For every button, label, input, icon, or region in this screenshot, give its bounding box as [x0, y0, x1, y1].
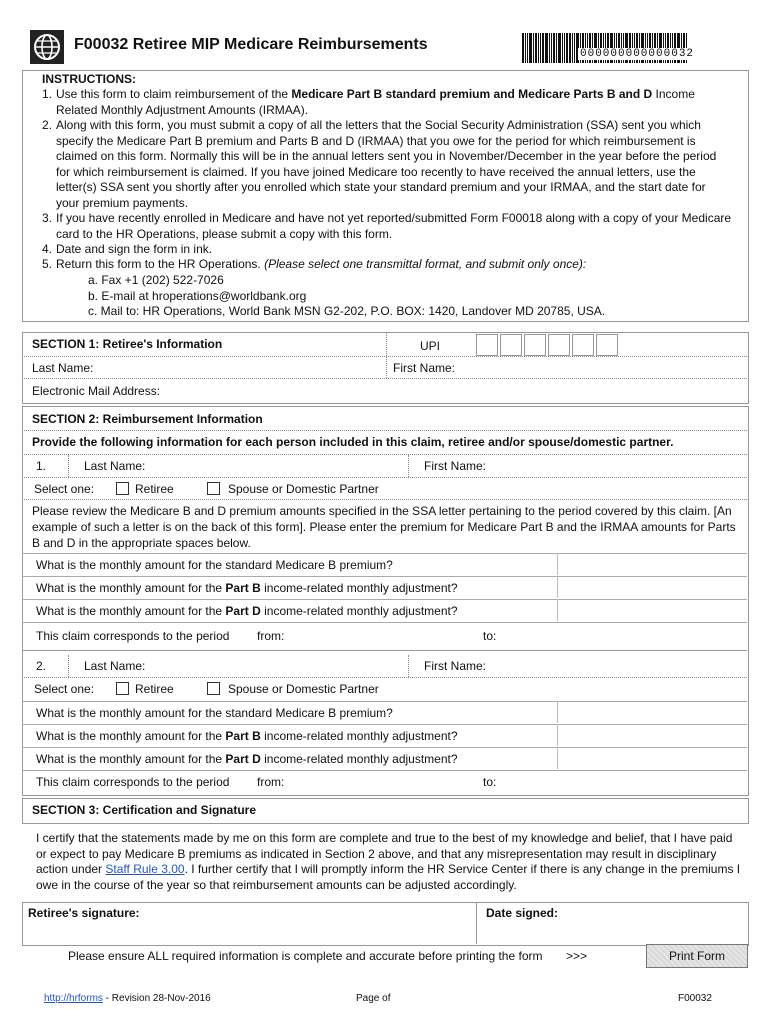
instruction-text: If you have recently enrolled in Medicare and have not yet reported/submitted Form F00018 along with a copy of your Medicare card to the HR Operations, please submit a copy with this form. — [56, 211, 732, 241]
spouse-checkbox[interactable] — [207, 482, 220, 495]
first-name-label: First Name: — [424, 659, 487, 673]
divider — [22, 378, 747, 379]
person1-last-name-field[interactable] — [150, 455, 405, 475]
divider — [68, 655, 69, 677]
transmittal-mail: c. Mail to: HR Operations, World Bank MSN G2-202, P.O. BOX: 1420, Landover MD 20785, USA. — [88, 304, 606, 318]
question-text: What is the monthly amount for the — [36, 581, 226, 595]
divider — [408, 655, 409, 677]
email-field[interactable] — [165, 380, 745, 400]
from-label: from: — [257, 775, 285, 789]
retiree-checkbox[interactable] — [116, 482, 129, 495]
question-text: What is the monthly amount for the — [36, 604, 226, 618]
last-name-label: Last Name: — [84, 659, 146, 673]
question-bold: Part B — [225, 581, 261, 595]
hrforms-link[interactable]: http://hrforms — [44, 993, 103, 1004]
question-partd-adjustment — [36, 752, 458, 766]
section2-title: SECTION 2: Reimbursement Information — [32, 412, 263, 426]
instructions-heading: INSTRUCTIONS: — [42, 72, 136, 86]
question-bold: Part B — [225, 729, 261, 743]
person1-from-date-field[interactable] — [290, 624, 470, 646]
instruction-item-5: 5. Return this form to the HR Operations. (Please select one transmittal format, and submit only once): — [42, 257, 587, 271]
first-name-label: First Name: — [424, 459, 487, 473]
person2-partd-adjustment-field[interactable] — [557, 747, 748, 769]
question-standard-premium: What is the monthly amount for the standard Medicare B premium? — [36, 706, 393, 720]
spouse-checkbox[interactable] — [207, 682, 220, 695]
period-label: This claim corresponds to the period — [36, 775, 230, 789]
instruction-text: Use this form to claim reimbursement of the — [56, 87, 292, 101]
print-notice: Please ensure ALL required information is complete and accurate before printing the form — [68, 949, 543, 963]
to-label: to: — [483, 629, 497, 643]
instruction-text: Along with this form, you must submit a copy of all the letters that the Social Security Administration (SSA) sent you which specify the Medicare Part B premium and Parts B and D (IRMAA) that you owe for the period for which reimbursement is claimed on this form. Normally this will be in the annual letters sent you in November/December in the year before the period for which reimbursement is claimed. If you have joined Medicare too recently to have received the annual letters, use the letter(s) SSA sent you shortly after you enrolled which state your standard premium and your IRMAA, and the start date for your premium payments. — [56, 118, 717, 210]
question-bold: Part D — [225, 752, 261, 766]
instruction-text: Date and sign the form in ink. — [56, 242, 213, 256]
instruction-text: Income Related Monthly Adjustment Amounts (IRMAA). — [56, 87, 695, 117]
period-label: This claim corresponds to the period — [36, 629, 230, 643]
review-note: Please review the Medicare B and D premium amounts specified in the SSA letter pertaining to the period covered by this claim. [An example of such a letter is on the back of this form]. Please enter the premium for Medicare Part B and the IRMAA amounts for Parts B and D in the appropriate spaces below. — [32, 504, 736, 550]
person1-partd-adjustment-field[interactable] — [557, 599, 748, 621]
question-partb-adjustment — [36, 581, 458, 595]
question-text: income-related monthly adjustment? — [260, 752, 458, 766]
print-form-button[interactable]: Print Form — [646, 944, 748, 968]
person2-standard-premium-field[interactable] — [557, 701, 748, 723]
last-name-label: Last Name: — [84, 459, 146, 473]
staff-rule-link[interactable]: Staff Rule 3.00 — [105, 862, 185, 876]
instruction-item-3: 3. If you have recently enrolled in Medicare and have not yet reported/submitted Form F00018 along with a copy of your Medicare card to the HR Operations, please submit a copy with this form. — [42, 211, 732, 241]
question-text: What is the monthly amount for the — [36, 729, 226, 743]
to-label: to: — [483, 775, 497, 789]
question-partb-adjustment — [36, 729, 458, 743]
spouse-option-label: Spouse or Domestic Partner — [228, 682, 379, 696]
person1-partb-adjustment-field[interactable] — [557, 576, 748, 598]
certification-body: I certify that the statements made by me on this form are complete and true to the best of my knowledge and belief, that I have paid or expect to pay Medicare B premiums as indicated in Section 2 above, and that any misrepresentation may result in disciplinary action under — [36, 831, 733, 876]
person-number: 2. — [36, 659, 47, 673]
date-signed-label: Date signed: — [486, 906, 559, 920]
section3-title: SECTION 3: Certification and Signature — [32, 803, 257, 817]
person2-first-name-field[interactable] — [490, 655, 745, 675]
certification-body: . I further certify that I will promptly inform the HR Service Center if there is any change in the premiums I owe in the course of the year so that reimbursement amounts can be adjusted accordingly. — [36, 862, 741, 892]
last-name-label: Last Name: — [32, 361, 94, 375]
last-name-field[interactable] — [100, 357, 384, 377]
person2-last-name-field[interactable] — [150, 655, 405, 675]
section1-title: SECTION 1: Retiree's Information — [32, 337, 223, 351]
revision-text: - Revision 28-Nov-2016 — [102, 993, 211, 1004]
divider — [22, 677, 747, 678]
question-standard-premium: What is the monthly amount for the standard Medicare B premium? — [36, 558, 393, 572]
person1-to-date-field[interactable] — [505, 624, 735, 646]
divider — [476, 903, 477, 944]
form-code: F00032 — [678, 993, 712, 1004]
first-name-field[interactable] — [460, 357, 745, 377]
spouse-option-label: Spouse or Domestic Partner — [228, 482, 379, 496]
barcode-number: 000000000000032 — [580, 48, 695, 60]
upi-label: UPI — [420, 339, 441, 353]
divider — [408, 455, 409, 477]
instruction-text: Return this form to the HR Operations. — [56, 257, 265, 271]
instruction-item-1: 1. Use this form to claim reimbursement of the Medicare Part B standard premium and Medicare Parts B and D Income Related Monthly Adjustment Amounts (IRMAA). — [42, 87, 695, 117]
footer-left — [44, 993, 211, 1004]
divider — [22, 499, 747, 500]
person2-partb-adjustment-field[interactable] — [557, 724, 748, 746]
select-one-label: Select one: — [34, 682, 95, 696]
world-bank-logo-icon — [30, 30, 64, 64]
from-label: from: — [257, 629, 285, 643]
instruction-item-2: 2. Along with this form, you must submit a copy of all the letters that the Social Security Administration (SSA) sent you which specify the Medicare Part B premium and Parts B and D (IRMAA) that you owe for the period for which reimbursement is claimed on this form. Normally this will be in the annual letters sent you in November/December in the year before the period for which reimbursement is claimed. If you have joined Medicare too recently to have received the annual letters, use the letter(s) SSA sent you shortly after you enrolled which state your standard premium and your IRMAA, and the start date for your premium payments. — [42, 118, 732, 211]
divider — [22, 430, 747, 431]
person1-standard-premium-field[interactable] — [557, 553, 748, 575]
first-name-label: First Name: — [393, 361, 456, 375]
page-number: Page of — [356, 993, 391, 1004]
question-text: income-related monthly adjustment? — [260, 581, 458, 595]
question-partd-adjustment — [36, 604, 458, 618]
arrows-indicator: >>> — [566, 949, 588, 963]
select-one-label: Select one: — [34, 482, 95, 496]
retiree-option-label: Retiree — [135, 682, 174, 696]
signature-label: Retiree's signature: — [28, 906, 140, 920]
transmittal-fax: a. Fax +1 (202) 522-7026 — [88, 273, 224, 287]
section2-subtitle: Provide the following information for each person included in this claim, retiree and/or spouse/domestic partner. — [32, 435, 674, 449]
person-number: 1. — [36, 459, 47, 473]
certification-text — [36, 831, 744, 893]
divider — [22, 477, 747, 478]
question-text: income-related monthly adjustment? — [260, 604, 458, 618]
question-bold: Part D — [225, 604, 261, 618]
person2-to-date-field[interactable] — [505, 771, 735, 792]
email-label: Electronic Mail Address: — [32, 384, 161, 398]
date-signed-field[interactable] — [486, 920, 741, 942]
instruction-italic: (Please select one transmittal format, and submit only once): — [264, 257, 587, 271]
signature-field[interactable] — [28, 920, 473, 942]
divider — [68, 455, 69, 477]
divider — [22, 650, 747, 651]
retiree-option-label: Retiree — [135, 482, 174, 496]
transmittal-email: b. E-mail at hroperations@worldbank.org — [88, 289, 307, 303]
question-text: income-related monthly adjustment? — [260, 729, 458, 743]
retiree-checkbox[interactable] — [116, 682, 129, 695]
instruction-item-4: 4. Date and sign the form in ink. — [42, 242, 732, 258]
form-title: F00032 Retiree MIP Medicare Reimbursements — [74, 36, 428, 53]
question-text: What is the monthly amount for the — [36, 752, 226, 766]
instruction-bold: Medicare Part B standard premium and Medicare Parts B and D — [291, 87, 653, 101]
person2-from-date-field[interactable] — [290, 771, 470, 792]
person1-first-name-field[interactable] — [490, 455, 745, 475]
